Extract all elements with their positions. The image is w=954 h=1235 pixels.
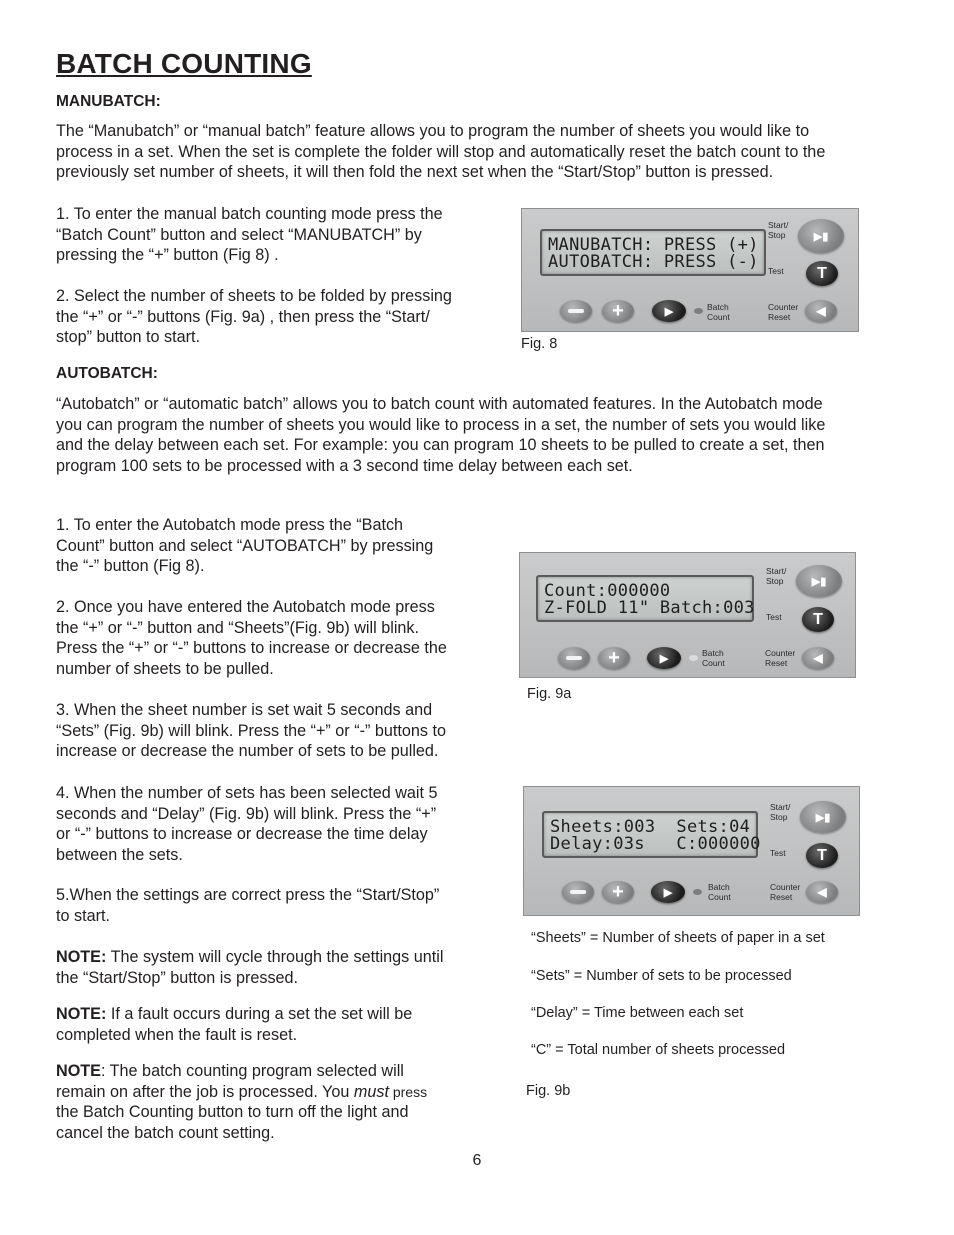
note-text: the Batch Counting button to turn off the light and <box>56 1103 409 1122</box>
autobatch-step-4 <box>56 783 438 865</box>
note-text: : The batch counting program selected will <box>100 1062 404 1080</box>
step-line: 3. When the sheet number is set wait 5 seconds and <box>56 701 433 719</box>
step-line: 5.When the settings are correct press the “Start/Stop” <box>56 886 440 904</box>
note-text: press <box>388 1083 428 1100</box>
lcd-display <box>536 575 754 622</box>
batch-count-led <box>694 308 703 314</box>
plus-icon: + <box>612 300 624 322</box>
autobatch-step-1 <box>56 515 433 577</box>
definition-c: “C” = Total number of sheets processed <box>531 1042 786 1058</box>
minus-button[interactable] <box>560 300 592 322</box>
plus-button[interactable] <box>598 647 630 669</box>
start-stop-button[interactable] <box>798 219 844 253</box>
step-line: seconds and “Delay” (Fig. 9b) will blink. Press the “+” <box>56 804 437 823</box>
control-panel-fig9a <box>519 552 856 678</box>
batch-count-label: Batch Count <box>708 882 731 902</box>
note-3 <box>56 1061 427 1143</box>
t-icon: T <box>817 846 827 864</box>
lcd-line: MANUBATCH: PRESS (+) <box>548 235 759 255</box>
minus-icon <box>570 890 586 894</box>
step-line: 2. Select the number of sheets to be folded by pressing <box>56 287 452 305</box>
counter-reset-button[interactable] <box>802 647 834 669</box>
step-line: number of sheets to be pulled. <box>56 659 274 678</box>
lcd-display <box>540 229 766 276</box>
batch-count-button[interactable] <box>651 881 685 903</box>
step-line: “Batch Count” button and select “MANUBATCH” by <box>56 225 422 244</box>
autobatch-intro <box>56 394 916 476</box>
batch-count-button[interactable] <box>647 647 681 669</box>
play-pause-icon: ▶▮ <box>811 575 827 588</box>
test-label: Test <box>768 266 784 276</box>
fig9a-caption: Fig. 9a <box>527 686 572 702</box>
note-text: cancel the batch count setting. <box>56 1123 275 1142</box>
autobatch-intro-line: program 100 sets to be processed with a 3 second time delay between each set. <box>56 456 633 475</box>
t-icon: T <box>817 264 827 282</box>
minus-icon <box>566 656 582 660</box>
control-panel-fig9b <box>523 786 860 916</box>
batch-count-button[interactable] <box>652 300 686 322</box>
step-line: the “-” button (Fig 8). <box>56 557 205 576</box>
step-line: between the sets. <box>56 845 183 864</box>
start-stop-button[interactable] <box>800 801 846 833</box>
plus-button[interactable] <box>602 300 634 322</box>
fig8-caption: Fig. 8 <box>521 336 558 352</box>
batch-count-led <box>693 889 702 895</box>
step-line: the “+” or “-” button and “Sheets”(Fig. 9b) will blink. <box>56 618 420 637</box>
step-line: 4. When the number of sets has been selected wait 5 <box>56 784 438 802</box>
step-line: 2. Once you have entered the Autobatch mode press <box>56 598 435 616</box>
start-stop-label: Start/ Stop <box>770 802 791 822</box>
start-stop-label: Start/ Stop <box>768 220 789 240</box>
lcd-line: Delay:03s C:000000 <box>550 834 761 854</box>
autobatch-step-3 <box>56 700 446 762</box>
step-line: the “+” or “-” buttons (Fig. 9a) , then press the “Start/ <box>56 307 430 326</box>
test-label: Test <box>766 612 782 622</box>
note-2 <box>56 1004 412 1045</box>
plus-icon: + <box>608 647 620 669</box>
note-text: If a fault occurs during a set the set will be <box>106 1005 413 1023</box>
manubatch-intro <box>56 121 916 183</box>
lcd-line: Sheets:003 Sets:04 <box>550 817 751 837</box>
manubatch-intro-line: previously set number of sheets, it will then fold the next set when the “Start/Stop” button is pressed. <box>56 163 774 182</box>
page-title: BATCH COUNTING <box>56 48 312 79</box>
test-label: Test <box>770 848 786 858</box>
minus-button[interactable] <box>558 647 590 669</box>
back-arrow-icon: ◀ <box>817 885 827 899</box>
note-label: NOTE: <box>56 1005 107 1023</box>
test-button[interactable] <box>802 607 834 632</box>
manubatch-heading: MANUBATCH: <box>56 93 161 110</box>
step-line: increase or decrease the number of sets to be pulled. <box>56 742 439 761</box>
control-panel-fig8 <box>521 208 859 332</box>
autobatch-step-2 <box>56 597 447 679</box>
play-icon: ▶ <box>664 305 674 318</box>
note-text: The system will cycle through the settings until <box>106 948 444 966</box>
manubatch-step-2 <box>56 286 452 348</box>
note-label: NOTE: <box>56 948 107 966</box>
play-pause-icon: ▶▮ <box>815 811 831 824</box>
step-line: 1. To enter the manual batch counting mode press the <box>56 205 443 223</box>
step-line: pressing the “+” button (Fig 8) . <box>56 246 279 265</box>
definition-sheets: “Sheets” = Number of sheets of paper in a set <box>531 930 825 946</box>
note-emphasis: must <box>353 1082 389 1101</box>
autobatch-intro-line: “Autobatch” or “automatic batch” allows you to batch count with automated features. In the Autobatch mode <box>56 395 823 413</box>
lcd-line: Z-FOLD 11" Batch:003 <box>544 598 755 618</box>
play-icon: ▶ <box>663 886 673 899</box>
counter-reset-label: Counter Reset <box>768 302 799 322</box>
definition-delay: “Delay” = Time between each set <box>531 1005 744 1021</box>
step-line: Press the “+” or “-” buttons to increase or decrease the <box>56 639 447 658</box>
counter-reset-label: Counter Reset <box>770 882 801 902</box>
autobatch-intro-line: you can program the number of sheets you would like to process in a set, the number of sets you would like <box>56 415 826 434</box>
fig9b-caption: Fig. 9b <box>526 1083 571 1099</box>
start-stop-label: Start/ Stop <box>766 566 787 586</box>
counter-reset-label: Counter Reset <box>765 648 796 668</box>
batch-count-label: Batch Count <box>702 648 725 668</box>
note-text: completed when the fault is reset. <box>56 1025 298 1044</box>
minus-button[interactable] <box>562 881 594 903</box>
batch-count-led <box>689 655 698 661</box>
definition-sets: “Sets” = Number of sets to be processed <box>531 968 792 984</box>
manubatch-step-1 <box>56 204 443 266</box>
batch-count-label: Batch Count <box>707 302 730 322</box>
autobatch-intro-line: and the delay between each set. For example: you can program 10 sheets to be pulled to create a set, then <box>56 436 825 455</box>
autobatch-heading: AUTOBATCH: <box>56 365 158 382</box>
back-arrow-icon: ◀ <box>816 304 826 318</box>
lcd-line: Count:000000 <box>544 581 671 601</box>
note-text: remain on after the job is processed. You <box>56 1082 354 1101</box>
step-line: 1. To enter the Autobatch mode press the “Batch <box>56 516 404 534</box>
note-text: the “Start/Stop” button is pressed. <box>56 968 299 987</box>
test-button[interactable] <box>806 261 838 286</box>
page-number: 6 <box>472 1152 482 1169</box>
note-1 <box>56 947 443 988</box>
step-line: or “-” buttons to increase or decrease the time delay <box>56 825 428 844</box>
back-arrow-icon: ◀ <box>813 651 823 665</box>
counter-reset-button[interactable] <box>805 300 837 322</box>
step-line: Count” button and select “AUTOBATCH” by pressing <box>56 536 434 555</box>
start-stop-button[interactable] <box>796 565 842 597</box>
lcd-display <box>542 811 761 858</box>
lcd-line: AUTOBATCH: PRESS (-) <box>548 252 759 272</box>
step-line: stop” button to start. <box>56 328 200 347</box>
step-line: “Sets” (Fig. 9b) will blink. Press the “+” or “-” buttons to <box>56 721 446 740</box>
plus-button[interactable] <box>602 881 634 903</box>
t-icon: T <box>813 610 823 628</box>
play-pause-icon: ▶▮ <box>813 230 829 243</box>
note-label: NOTE <box>56 1062 101 1080</box>
step-line: to start. <box>56 906 110 925</box>
counter-reset-button[interactable] <box>806 881 838 903</box>
play-icon: ▶ <box>659 652 669 665</box>
autobatch-step-5 <box>56 885 439 926</box>
minus-icon <box>568 309 584 313</box>
manubatch-intro-line: The “Manubatch” or “manual batch” feature allows you to program the number of sheets you would like to <box>56 122 810 140</box>
test-button[interactable] <box>806 843 838 868</box>
manubatch-intro-line: process in a set. When the set is complete the folder will stop and automatically reset the batch count to the <box>56 142 826 161</box>
plus-icon: + <box>612 881 624 903</box>
